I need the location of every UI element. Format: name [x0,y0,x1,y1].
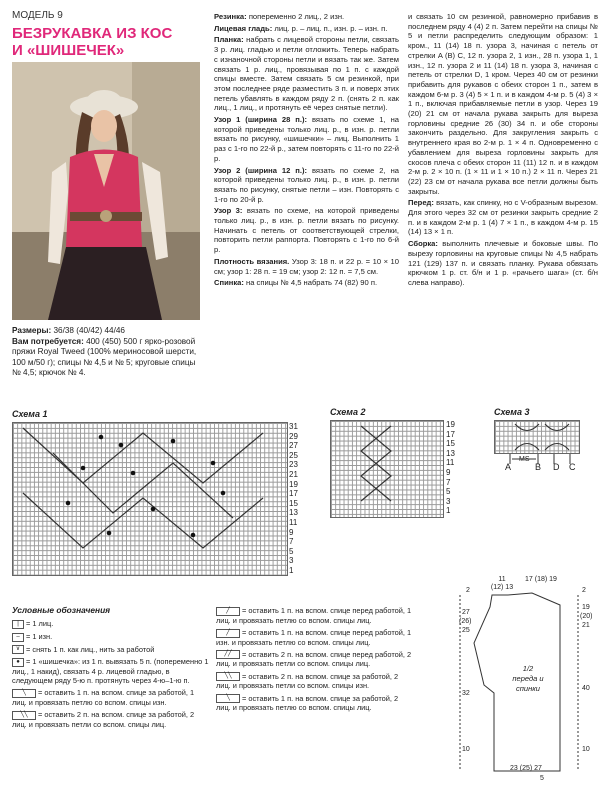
scheme-2-row-numbers: 19 17 15 13 11 9 7 5 3 1 [446,420,455,516]
cable-2-2-front-symbol: ╱╱ [216,650,240,659]
density-para: Плотность вязания. Узор 3: 18 п. и 22 р. = 10 × 10 см; узор 1: 28 п. = 19 см; узор 2: 12 п. = 7,5 см. [214,256,399,276]
glad-para: Лицевая гладь: лиц. р. – лиц. п., изн. р. – изн. п. [214,23,388,33]
legend-item: | = 1 лиц. [12,619,210,629]
scheme-2-cables [331,421,443,517]
arrow-label-b: B [535,462,542,472]
scheme-3-title: Схема 3 [494,407,530,417]
arrow-label-a: A [505,462,512,472]
model-photo-illustration [12,62,200,320]
pered-para: Перед: вязать, как спинку, но с V-образным вырезом. Для этого через 32 см от резинки закрыть средние 2 п. и в каждом 2-м р. 1 (4) 7 × 1 п., в каждом 4-м р. 15 (14) 13 × 1 п. [408,198,598,237]
planka-para: Планка: набрать с лицевой стороны петли, связать 3 р. лиц. гладью и петли отложить. Теперь набрать с изнаночной стороны петли и вязать так же. Затем связать 1 р. лиц., провязывая по 1 п. с каждой спицы вместе. Затем связать 5 см резинкой, при этом последнее ряде разместить 3 п. и поверх этих петель убавлять в каждом ряду 2 п. (снять 2 п. как лиц., 1 лиц., и протянуть её через снятые петли). [214,35,399,113]
legend-item: ╲ = оставить 1 п. на вспом. спице за работой, 1 лиц. и провязать петлю со вспом. спицы изн. [12,688,195,707]
scheme-3-grid [494,420,580,454]
cable-1-1-back-symbol: ╲ [12,689,36,698]
uzor3-para: Узор 3: вязать по схеме, на которой приведены только лиц. р., в изн. р. петли вязать по рисунку. Начинать с петель от соответствующей стрелки, повторить петли раппорта. Повторять с 1-го по 6-й р. [214,206,399,255]
rezinka-para: Резинка: попеременно 2 лиц., 2 изн. [214,12,345,21]
scheme-1-row-numbers: 31 29 27 25 23 21 19 17 15 13 11 9 7 5 3 1 [289,422,298,575]
pattern-label: 1/2 переда и спинки [512,664,544,693]
legend-item: ╱ = оставить 1 п. на вспом. спице перед работой, 1 лиц. и провязать петлю со вспом. спицы лиц. [216,606,412,625]
legend-item: ╱ = оставить 1 п. на вспом. спице перед работой, 1 изн. и провязать петлю со вспом. спицы лиц. [216,627,412,647]
bobble-symbol: ● [12,658,24,667]
cable-1-1-front-purl-symbol: ╱ [216,629,240,638]
purl-symbol: – [12,633,24,642]
legend-col-2 [216,606,412,716]
legend-item: ╲╲ = оставить 2 п. на вспом. спице за работой, 2 лиц. и провязать петли со вспом. спицы изн. [216,671,399,691]
cable-1-1-front-symbol: ╱ [216,607,240,616]
legend-title: Условные обозначения [12,605,111,615]
instructions-column-3 [408,12,598,290]
sizes-line: Размеры: 36/38 (40/42) 44/46 [12,326,125,335]
scheme-1-title: Схема 1 [12,409,48,419]
scheme-1-cables [13,423,287,575]
article-title [12,25,202,59]
arrow-label-ms: MS [519,456,530,463]
legend-col-1 [12,606,210,732]
sizes-block [12,326,202,379]
model-photo [12,62,200,320]
cable-2-1-back-symbol: ╲ [216,694,240,703]
scheme-2-grid [330,420,444,518]
slip-symbol: ∨ [12,645,24,654]
knit-symbol: | [12,620,24,629]
materials-line: Вам потребуется: 400 (450) 500 г ярко-розовой пряжи Royal Tweed (100% мериносовой шерсти, 100 м/50 г); спицы № 4,5 и № 5; круговые спицы № 4,5; крючок № 4. [12,337,197,377]
scheme-3-cables [495,421,579,453]
uzor1-para: Узор 1 (ширина 28 п.): вязать по схеме 1, на которой приведены только лиц. р., в изн. р. петли вязать по рисунку, «шишечки» – лиц. Выполнить 1 раз с 1-го по 22-й р., затем повторять с 11-го по 22-й р. [214,115,399,163]
instructions-column-2 [214,12,399,290]
legend-item: ╲ = оставить 1 п. на вспом. спице за работой, 2 лиц. и провязать петлю со вспом. спицы лиц. [216,693,399,713]
arrow-label-c: C [569,462,576,472]
arrow-label-d: D [553,462,560,472]
uzor2-para: Узор 2 (ширина 12 п.): вязать по схеме 2, на которой приведены только лиц. р., в изн. р. петли вязать по рисунку, снятые петли – изн. Повторять с 1-го по 20-й р. [214,165,399,204]
scheme-1-grid [12,422,288,576]
model-number: МОДЕЛЬ 9 [12,10,63,21]
spinka-para: Спинка: на спицы № 4,5 набрать 74 (82) 90 п. [214,278,378,288]
legend-item: – = 1 изн. [12,632,210,642]
legend-item: ∨ = снять 1 п. как лиц., нить за работой [12,645,210,655]
scheme-2-title: Схема 2 [330,407,366,417]
cable-2-2-back-purl-symbol: ╲╲ [216,672,240,681]
sborka-para: Сборка: выполнить плечевые и боковые швы. По вырезу горловины на круговые спицы № 4,5 набрать 121 (129) 137 п. и связать планку. Рукава обвязать крючком 1 р. ст. б/н и 1 р. «рачьего шага» (ст. б/н слева направо). [408,239,598,287]
legend-item: ╱╱ = оставить 2 п. на вспом. спице перед работой, 2 лиц. и провязать петли со вспом. спицы лиц. [216,649,412,669]
legend-item: ● = 1 «шишечка»: из 1 п. вывязать 5 п. (попеременно 1 лиц., 1 накид), связать 4 р. лицевой гладью, в следующем ряду 5-ю п. протянуть через 4-ю–1-ю п. [12,657,209,685]
cable-2-2-back-symbol: ╲╲ [12,711,36,720]
title-line-2: И «ШИШЕЧЕК» [12,42,125,59]
title-line-1: БЕЗРУКАВКА ИЗ КОС [12,25,173,42]
legend-item: ╲╲ = оставить 2 п. на вспом. спице за работой, 2 лиц. и провязать петли со вспом. спицы лиц. [12,710,195,729]
spinka-cont-para: и связать 10 см резинкой, равномерно прибавив в последнем ряду 4 (4) 2 п. Затем перейти на спицы № 5 и петли распределить следующим образом: 1 кром., 11 (14) 18 п. узора 3, начиная с петель от стрелки A (B) C, 12 п. узора 2, 1 изн., 28 п. узора 1, 1 изн., 12 п. узора 2 и 11 (14) 18 п. узора 3, начиная с петель от стрелки D, 1 кром. Через 40 см от резинки прибавить для рукавов с обеих сторон 1 п., затем в каждом 6-м р. 3 (4) 5 × 1 п. и в каждом 4-м р. 5 (4) 3 × 1 п., включая прибавляемые петли в узор. Через 19 (20) 21 см от начала рукава закрыть для выреза горловины средние 26 (30) 34 п. и обе стороны закончить раздельно. Для закругления закрыть с внутреннего края во 2-м р. 1 × 4 п. Одновременно с убавлением для выреза горловины закрыть для скосов плеча с обеих сторон 11 (11) 12 п. и в каждом 2-м р. 2 × 10 п. (1 × 11 и 1 × 10 п.) 2 × 11 п. Через 21 (22) 23 см от начала рукава все петли должны быть закрыты. [408,12,598,196]
